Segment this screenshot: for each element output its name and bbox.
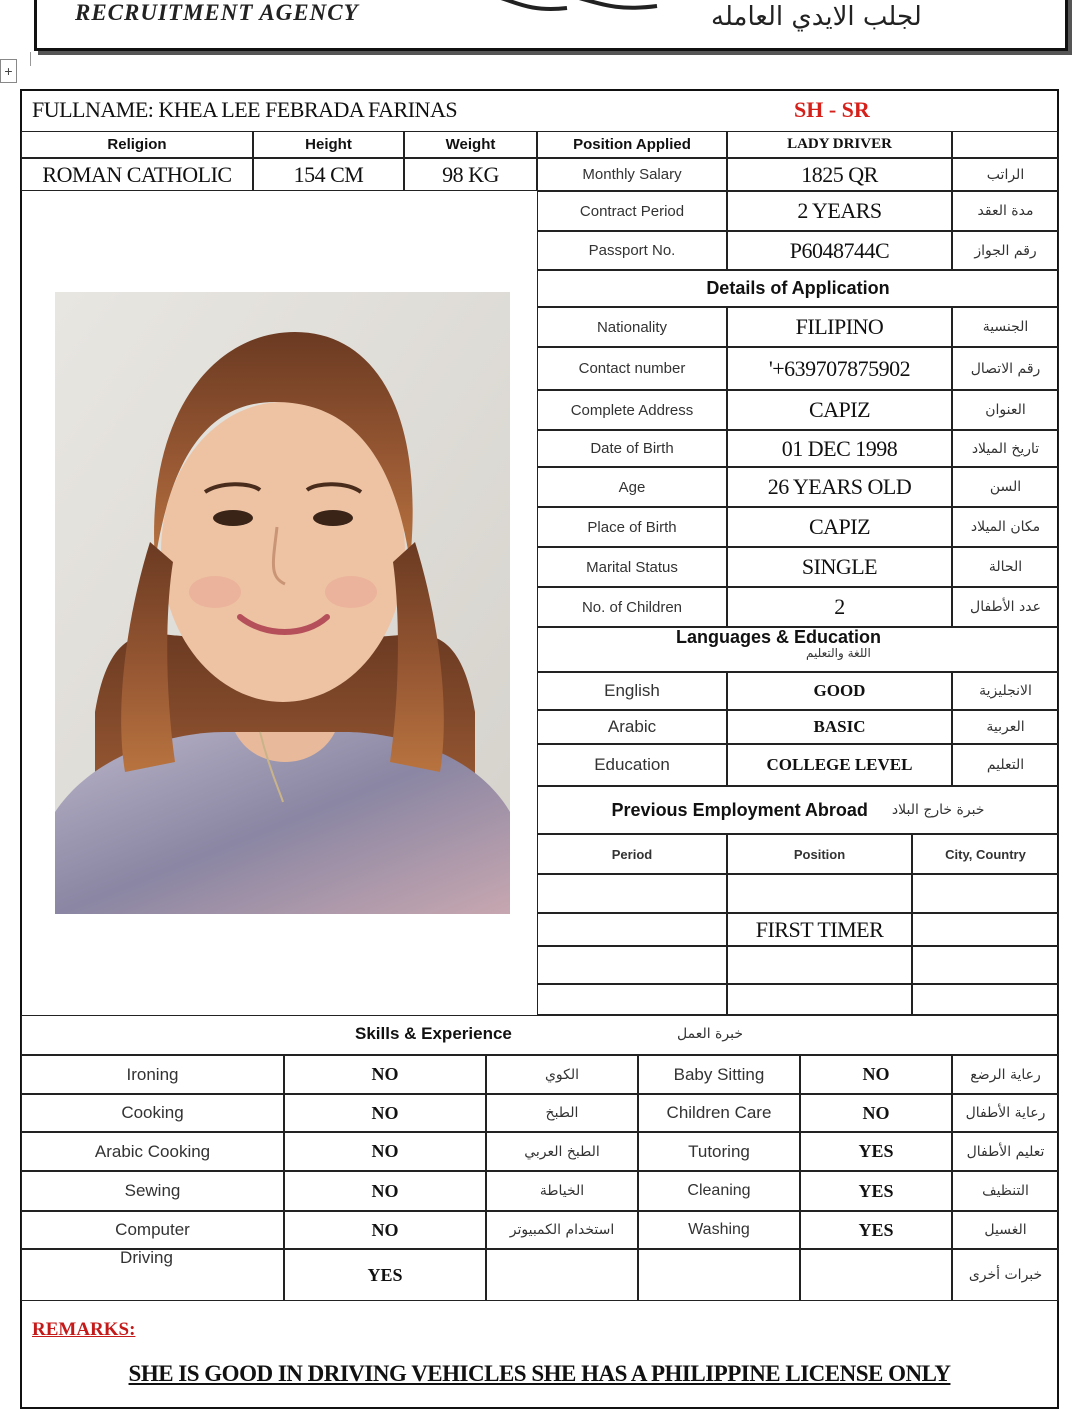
dob-value: 01 DEC 1998 xyxy=(727,430,952,467)
education-label: Education xyxy=(537,744,727,786)
skill-ar-other: خبرات أخرى xyxy=(952,1249,1059,1301)
skill-label-tutoring: Tutoring xyxy=(638,1132,800,1171)
english-ar: الانجليزية xyxy=(952,672,1059,710)
agency-header xyxy=(34,0,1068,51)
arabic-value: BASIC xyxy=(727,710,952,744)
remarks-label: REMARKS: xyxy=(32,1319,136,1340)
passport-ar: رقم الجواز xyxy=(952,231,1059,270)
skill-label-driving-cell xyxy=(21,1249,284,1301)
employment-header-cell xyxy=(537,786,1059,834)
languages-header-cell xyxy=(537,627,1059,672)
skill-ar-baby-sitting: رعاية الرضع xyxy=(952,1055,1059,1094)
employment-cell xyxy=(912,946,1059,984)
employment-cell xyxy=(537,984,727,1015)
weight-label: Weight xyxy=(404,131,537,158)
marital-value: SINGLE xyxy=(727,547,952,587)
skill-label-children-care: Children Care xyxy=(638,1094,800,1132)
employment-header: Previous Employment Abroad xyxy=(611,799,868,820)
age-label: Age xyxy=(537,467,727,507)
skill-ar-sewing: الخياطة xyxy=(486,1171,638,1211)
skill-label-arabic-cooking: Arabic Cooking xyxy=(21,1132,284,1171)
address-ar: العنوان xyxy=(952,390,1059,430)
contact-ar: رقم الاتصال xyxy=(952,347,1059,390)
employment-cell xyxy=(727,874,912,913)
age-ar: السن xyxy=(952,467,1059,507)
details-header: Details of Application xyxy=(537,270,1059,307)
skill-ar-ironing: الكوي xyxy=(486,1055,638,1094)
skill-value-cooking: NO xyxy=(284,1094,486,1132)
dob-ar: تاريخ الميلاد xyxy=(952,430,1059,467)
agency-logo-swoosh-icon xyxy=(457,0,687,24)
employment-cell xyxy=(537,913,727,946)
contract-value: 2 YEARS xyxy=(727,191,952,231)
nationality-label: Nationality xyxy=(537,307,727,347)
skill-ar-driving xyxy=(486,1249,638,1301)
employment-col-position: Position xyxy=(727,834,912,874)
skill-label-computer: Computer xyxy=(21,1211,284,1249)
height-value: 154 CM xyxy=(253,158,404,191)
skills-header-cell xyxy=(21,1015,1059,1055)
skill-value-driving: YES xyxy=(284,1249,486,1301)
contact-label: Contact number xyxy=(537,347,727,390)
skill-ar-arabic-cooking: الطبخ العربي xyxy=(486,1132,638,1171)
salary-label: Monthly Salary xyxy=(537,158,727,191)
languages-header-ar: اللغة والتعليم xyxy=(806,646,871,660)
first-timer-value: FIRST TIMER xyxy=(727,913,912,946)
employment-cell xyxy=(537,946,727,984)
marital-ar: الحالة xyxy=(952,547,1059,587)
skill-ar-children-care: رعاية الأطفال xyxy=(952,1094,1059,1132)
english-label: English xyxy=(537,672,727,710)
passport-label: Passport No. xyxy=(537,231,727,270)
skill-value-tutoring: YES xyxy=(800,1132,952,1171)
employment-header-ar: خبرة خارج البلاد xyxy=(891,802,985,818)
skill-label-driving: Driving xyxy=(120,1249,173,1267)
employment-cell xyxy=(912,984,1059,1015)
passport-value: P6048744C xyxy=(727,231,952,270)
skill-label-baby-sitting: Baby Sitting xyxy=(638,1055,800,1094)
skills-header-ar: خبرة العمل xyxy=(677,1026,743,1042)
skill-label-sewing: Sewing xyxy=(21,1171,284,1211)
religion-value: ROMAN CATHOLIC xyxy=(21,158,253,191)
skill-label-cleaning: Cleaning xyxy=(638,1171,800,1211)
age-value: 26 YEARS OLD xyxy=(727,467,952,507)
english-value: GOOD xyxy=(727,672,952,710)
skill-ar-computer: استخدام الكمبيوتر xyxy=(486,1211,638,1249)
position-applied-value: LADY DRIVER xyxy=(727,131,952,158)
dob-label: Date of Birth xyxy=(537,430,727,467)
employment-cell xyxy=(537,874,727,913)
salary-value: 1825 QR xyxy=(727,158,952,191)
education-value: COLLEGE LEVEL xyxy=(727,744,952,786)
skill-value-empty xyxy=(800,1249,952,1301)
children-ar: عدد الأطفال xyxy=(952,587,1059,627)
skill-ar-washing: الغسيل xyxy=(952,1211,1059,1249)
cv-form xyxy=(20,89,1059,1409)
address-value: CAPIZ xyxy=(727,390,952,430)
employment-col-city: City, Country xyxy=(912,834,1059,874)
arabic-ar: العربية xyxy=(952,710,1059,744)
arabic-label: Arabic xyxy=(537,710,727,744)
skill-value-computer: NO xyxy=(284,1211,486,1249)
employment-cell xyxy=(912,913,1059,946)
position-applied-ar xyxy=(952,131,1059,158)
employment-cell xyxy=(912,874,1059,913)
skill-value-baby-sitting: NO xyxy=(800,1055,952,1094)
candidate-code: SH - SR xyxy=(794,97,870,122)
contract-label: Contract Period xyxy=(537,191,727,231)
skill-label-empty xyxy=(638,1249,800,1301)
candidate-fullname: FULLNAME: KHEA LEE FEBRADA FARINAS xyxy=(32,97,458,122)
contract-ar: مدة العقد xyxy=(952,191,1059,231)
table-move-handle-icon[interactable]: + xyxy=(0,59,17,83)
height-label: Height xyxy=(253,131,404,158)
contact-value: '+639707875902 xyxy=(727,347,952,390)
employment-col-period: Period xyxy=(537,834,727,874)
position-applied-label: Position Applied xyxy=(537,131,727,158)
marital-label: Marital Status xyxy=(537,547,727,587)
remarks-text: SHE IS GOOD IN DRIVING VEHICLES SHE HAS A PHILIPPINE LICENSE ONLY xyxy=(128,1361,951,1386)
children-label: No. of Children xyxy=(537,587,727,627)
salary-ar: الراتب xyxy=(952,158,1059,191)
skill-value-ironing: NO xyxy=(284,1055,486,1094)
candidate-photo xyxy=(55,292,510,914)
skill-ar-cleaning: التنظيف xyxy=(952,1171,1059,1211)
agency-arabic-tagline: لجلب الايدي العامله xyxy=(711,2,922,32)
birthplace-label: Place of Birth xyxy=(537,507,727,547)
skill-label-washing: Washing xyxy=(638,1211,800,1249)
education-ar: التعليم xyxy=(952,744,1059,786)
skill-label-ironing: Ironing xyxy=(21,1055,284,1094)
children-value: 2 xyxy=(727,587,952,627)
margin-marker xyxy=(30,52,31,66)
address-label: Complete Address xyxy=(537,390,727,430)
religion-label: Religion xyxy=(21,131,253,158)
skill-value-arabic-cooking: NO xyxy=(284,1132,486,1171)
birthplace-value: CAPIZ xyxy=(727,507,952,547)
nationality-ar: الجنسية xyxy=(952,307,1059,347)
employment-cell xyxy=(727,946,912,984)
skills-header: Skills & Experience xyxy=(355,1024,512,1043)
weight-value: 98 KG xyxy=(404,158,537,191)
birthplace-ar: مكان الميلاد xyxy=(952,507,1059,547)
skill-value-sewing: NO xyxy=(284,1171,486,1211)
employment-cell xyxy=(727,984,912,1015)
skill-value-washing: YES xyxy=(800,1211,952,1249)
skill-ar-tutoring: تعليم الأطفال xyxy=(952,1132,1059,1171)
skill-label-cooking: Cooking xyxy=(21,1094,284,1132)
skill-value-cleaning: YES xyxy=(800,1171,952,1211)
nationality-value: FILIPINO xyxy=(727,307,952,347)
skill-ar-cooking: الطبخ xyxy=(486,1094,638,1132)
skill-value-children-care: NO xyxy=(800,1094,952,1132)
languages-header: Languages & Education xyxy=(676,627,882,647)
agency-name: RECRUITMENT AGENCY xyxy=(75,0,359,25)
